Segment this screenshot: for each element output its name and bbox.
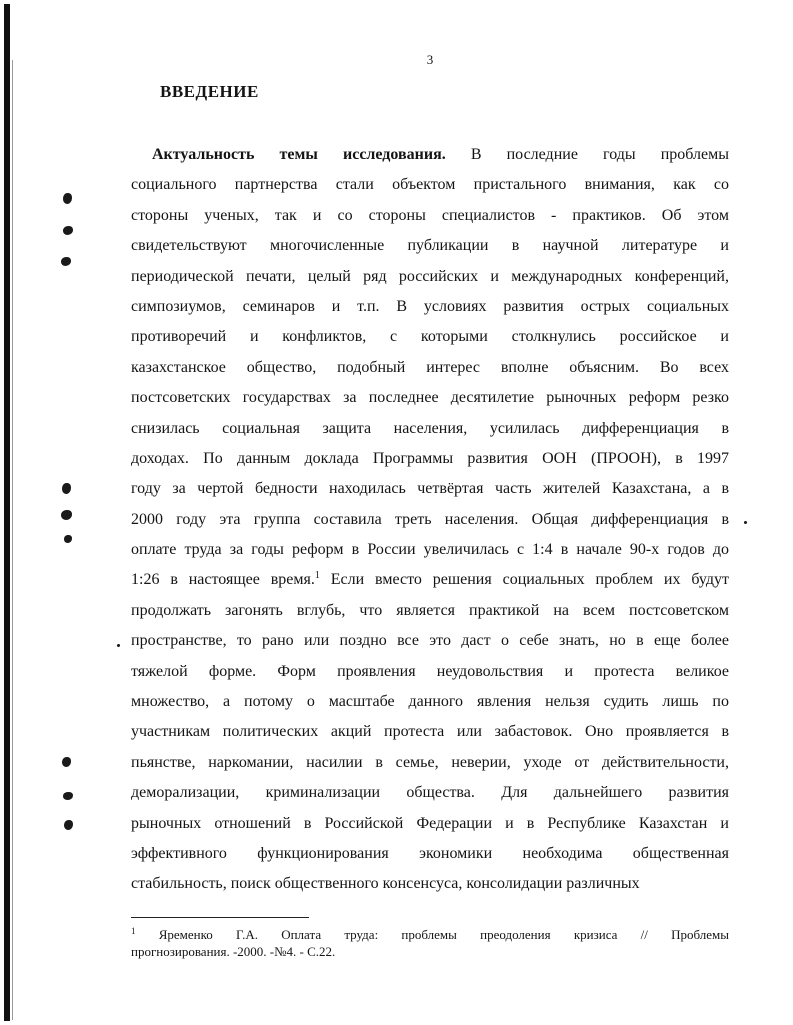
footnote-marker: 1 bbox=[131, 926, 136, 936]
footnote bbox=[131, 926, 729, 960]
paragraph-line: оплате труда за годы реформ в России увеличилась с 1:4 в начале 90-х годов до bbox=[131, 541, 729, 559]
paragraph-line: симпозиумов, семинаров и т.п. В условиях развития острых социальных bbox=[131, 297, 729, 315]
paragraph-line-text: В последние годы проблемы bbox=[445, 146, 729, 163]
page-number: 3 bbox=[426, 52, 434, 67]
paragraph-line: свидетельствуют многочисленные публикации в научной литературе и bbox=[131, 237, 729, 255]
punch-hole-mark bbox=[62, 483, 71, 494]
paragraph-line: деморализации, криминализации общества. Для дальнейшего развития bbox=[131, 784, 729, 802]
punch-hole-mark bbox=[64, 820, 73, 830]
paragraph-line: тяжелой форме. Форм проявления неудовольствия и протеста великое bbox=[131, 662, 729, 680]
paragraph-lead: Актуальность темы исследования. bbox=[152, 146, 446, 163]
paragraph-line: стабильность, поиск общественного консенсуса, консолидации различных bbox=[131, 875, 640, 893]
paragraph-line: периодической печати, целый ряд российских и международных конференций, bbox=[131, 267, 729, 285]
punch-hole-mark bbox=[63, 226, 73, 235]
paragraph-line: множество, а потому о масштабе данного явления нельзя судить лишь по bbox=[131, 693, 729, 711]
punch-hole-mark bbox=[62, 757, 71, 767]
scan-binding-line bbox=[12, 60, 13, 1020]
paragraph-line: участникам политических акций протеста или забастовок. Оно проявляется в bbox=[131, 723, 729, 741]
paragraph-line: постсоветских государствах за последнее десятилетие рыночных реформ резко bbox=[131, 389, 729, 407]
paragraph-line: казахстанское общество, подобный интерес вполне объясним. Во всех bbox=[131, 358, 729, 376]
punch-hole-mark bbox=[61, 257, 71, 266]
footnote-line: прогнозирования. -2000. -№4. - С.22. bbox=[131, 944, 336, 959]
footnote-reference[interactable]: 1 bbox=[314, 570, 320, 582]
punch-hole-mark bbox=[63, 193, 72, 204]
scan-binding-edge bbox=[4, 4, 10, 1021]
paragraph-line: социального партнерства стали объектом пристального внимания, как со bbox=[131, 176, 729, 194]
footnote-line bbox=[131, 926, 729, 943]
footnote-text: Яременко Г.А. Оплата труда: проблемы преодоления кризиса // Проблемы bbox=[135, 927, 729, 942]
paragraph-line: году за чертой бедности находилась четвёртая часть жителей Казахстана, а в bbox=[131, 480, 729, 498]
paragraph-line: продолжать загонять вглубь, что является практикой на всем постсоветском bbox=[131, 601, 729, 619]
paragraph-line: противоречий и конфликтов, с которыми столкнулись российское и bbox=[131, 328, 729, 346]
body-paragraph bbox=[131, 140, 729, 900]
paragraph-line: рыночных отношений в Российской Федерации и в Республике Казахстан и bbox=[131, 814, 729, 832]
paragraph-line: доходах. По данным доклада Программы развития ООН (ПРООН), в 1997 bbox=[131, 449, 729, 467]
scan-speck bbox=[744, 521, 747, 524]
paragraph-line bbox=[131, 140, 729, 170]
paragraph-line: стороны ученых, так и со стороны специалистов - практиков. Об этом bbox=[131, 206, 729, 224]
punch-hole-mark bbox=[64, 535, 72, 543]
paragraph-line-text: Если вместо решения социальных проблем их будут bbox=[319, 571, 730, 589]
scan-speck bbox=[117, 644, 120, 647]
paragraph-line: пространстве, то рано или поздно все это даст о себе знать, но в еще более bbox=[131, 632, 729, 650]
punch-hole-mark bbox=[63, 792, 73, 800]
paragraph-line-text: 1:26 в настоящее время. bbox=[131, 571, 315, 589]
section-title: ВВЕДЕНИЕ bbox=[160, 82, 259, 101]
paragraph-line: пьянстве, наркомании, насилии в семье, неверии, уходе от действительности, bbox=[131, 753, 729, 771]
paragraph-line: снизилась социальная защита населения, усилилась дифференциация в bbox=[131, 419, 729, 437]
punch-hole-mark bbox=[61, 510, 72, 520]
paragraph-line: эффективного функционирования экономики необходима общественная bbox=[131, 844, 729, 862]
paragraph-line bbox=[131, 565, 729, 595]
paragraph-line: 2000 году эта группа составила треть населения. Общая дифференциация в bbox=[131, 510, 729, 528]
footnote-separator bbox=[131, 917, 309, 918]
